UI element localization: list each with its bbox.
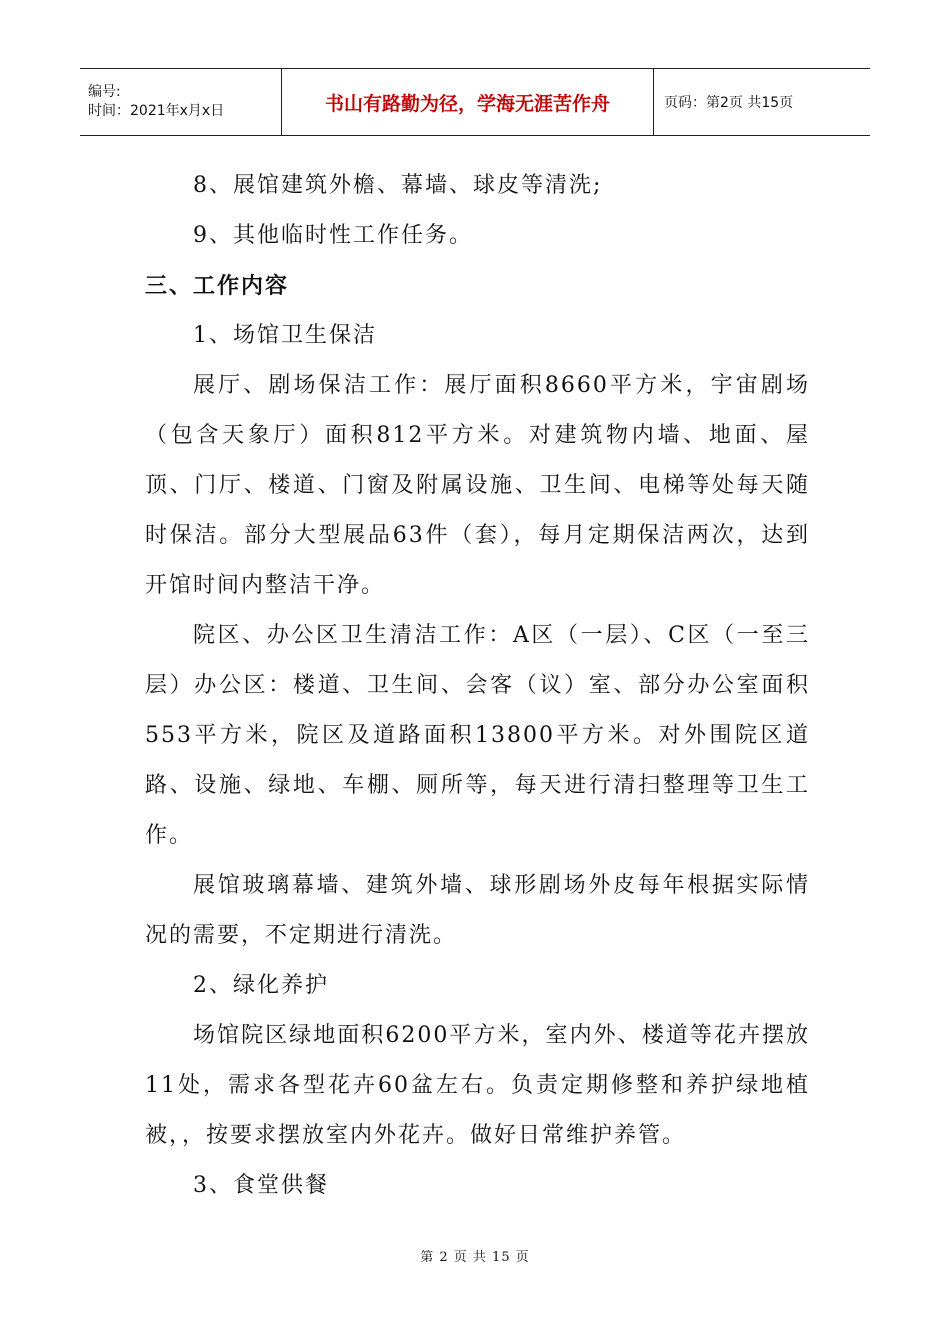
page-header	[80, 68, 870, 136]
paragraph-office-cleaning: 院区、办公区卫生清洁工作：A区（一层）、C区（一至三层）办公区：楼道、卫生间、会客（议）室、部分办公室面积553平方米，院区及道路面积13800平方米。对外围院区道路、设施、绿地、车棚、厕所等，每天进行清扫整理等卫生工作。	[145, 623, 810, 848]
subheading-greening: 2、绿化养护	[193, 973, 329, 998]
header-page-info: 页码：第2页 共15页	[664, 95, 794, 111]
serial-label: 编号:	[88, 84, 121, 100]
document-body	[145, 161, 810, 1211]
date-label: 时间：2021年x月x日	[88, 103, 225, 119]
subheading-canteen: 3、食堂供餐	[193, 1173, 329, 1198]
header-meta	[80, 69, 282, 135]
list-item-9: 9、其他临时性工作任务。	[193, 223, 473, 248]
header-motto: 书山有路勤为径，学海无涯苦作舟	[282, 69, 654, 135]
page-footer: 第 2 页 共 15 页	[420, 1250, 530, 1265]
paragraph-facade-cleaning: 展馆玻璃幕墙、建筑外墙、球形剧场外皮每年根据实际情况的需要，不定期进行清洗。	[145, 873, 810, 948]
paragraph-greening: 场馆院区绿地面积6200平方米，室内外、楼道等花卉摆放11处，需求各型花卉60盆左右。负责定期修整和养护绿地植被，，按要求摆放室内外花卉。做好日常维护养管。	[145, 1023, 810, 1148]
paragraph-exhibition-cleaning: 展厅、剧场保洁工作：展厅面积8660平方米，宇宙剧场（包含天象厅）面积812平方米。对建筑物内墙、地面、屋顶、门厅、楼道、门窗及附属设施、卫生间、电梯等处每天随时保洁。部分大型展品63件（套），每月定期保洁两次，达到开馆时间内整洁干净。	[145, 373, 810, 598]
section-heading: 三、工作内容	[145, 273, 290, 299]
list-item-8: 8、展馆建筑外檐、幕墙、球皮等清洗;	[193, 173, 603, 198]
subheading-cleaning: 1、场馆卫生保洁	[193, 323, 377, 348]
